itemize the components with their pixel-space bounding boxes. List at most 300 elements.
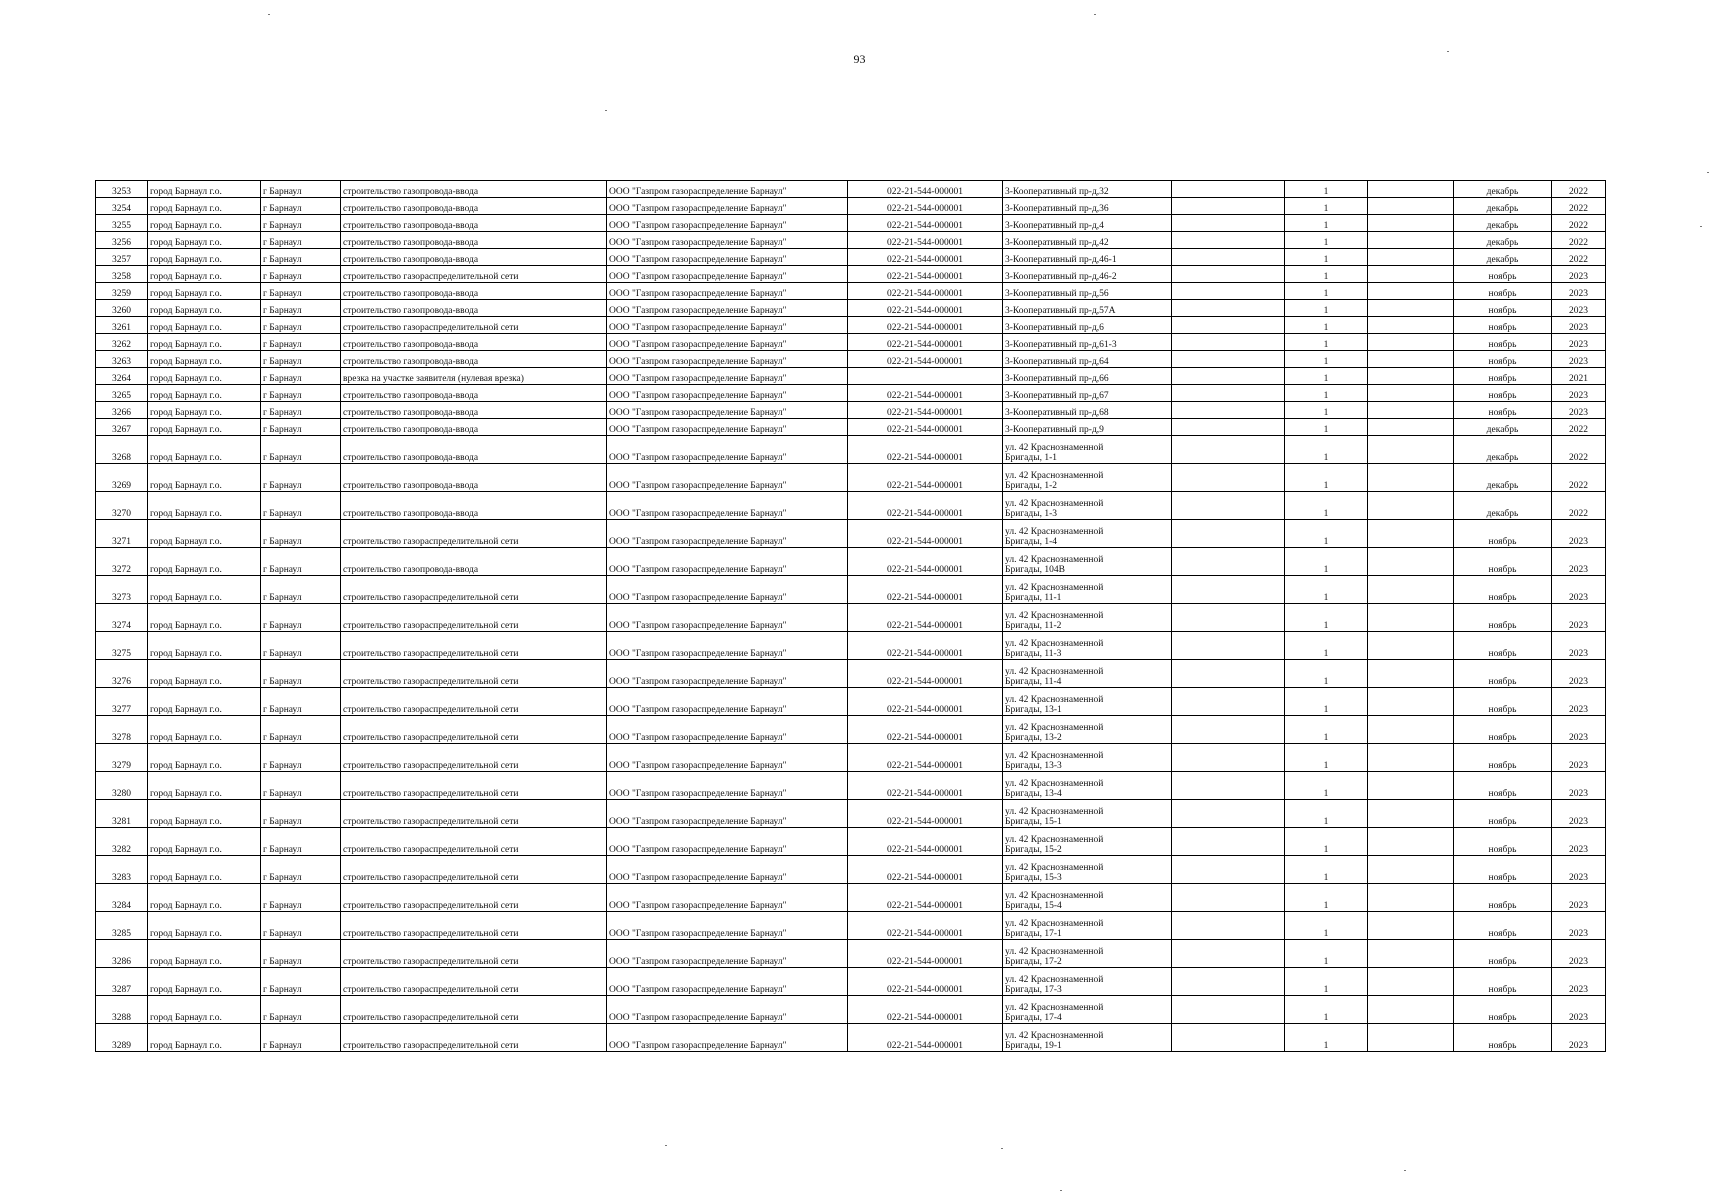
cell-quantity: 1 xyxy=(1285,884,1368,912)
cell-organization: ООО "Газпром газораспределение Барнаул" xyxy=(607,351,848,368)
cell-year: 2023 xyxy=(1552,716,1606,744)
cell-empty xyxy=(1368,520,1454,548)
cell-organization: ООО "Газпром газораспределение Барнаул" xyxy=(607,772,848,800)
address-line-1: 3-Кооперативный пр-д,64 xyxy=(1005,357,1109,367)
cell-quantity: 1 xyxy=(1285,198,1368,215)
cell-month: ноябрь xyxy=(1454,632,1552,660)
scan-speck xyxy=(605,110,607,111)
cell-address xyxy=(1003,385,1172,402)
cell-empty xyxy=(1172,800,1285,828)
cell-organization: ООО "Газпром газораспределение Барнаул" xyxy=(607,968,848,996)
cell-quantity: 1 xyxy=(1285,317,1368,334)
cell-year: 2022 xyxy=(1552,215,1606,232)
cell-empty xyxy=(1368,419,1454,436)
cell-settlement: г Барнаул xyxy=(261,198,341,215)
cell-work-type: строительство газораспределительной сети xyxy=(341,688,607,716)
cell-year: 2023 xyxy=(1552,968,1606,996)
cell-organization: ООО "Газпром газораспределение Барнаул" xyxy=(607,716,848,744)
address-line-2: Бригады, 13-1 xyxy=(1005,705,1062,715)
cell-month: ноябрь xyxy=(1454,912,1552,940)
cell-empty xyxy=(1172,419,1285,436)
cell-settlement: г Барнаул xyxy=(261,968,341,996)
cell-address xyxy=(1003,604,1172,632)
cell-settlement: г Барнаул xyxy=(261,548,341,576)
cell-address xyxy=(1003,968,1172,996)
address-line-1: 3-Кооперативный пр-д,66 xyxy=(1005,374,1109,384)
table-row xyxy=(96,1024,1606,1052)
cell-month: ноябрь xyxy=(1454,996,1552,1024)
cell-address xyxy=(1003,660,1172,688)
cell-settlement: г Барнаул xyxy=(261,772,341,800)
cell-address xyxy=(1003,996,1172,1024)
cell-address xyxy=(1003,940,1172,968)
cell-program-code: 022-21-544-000001 xyxy=(848,688,1003,716)
cell-municipality: город Барнаул г.о. xyxy=(148,632,261,660)
cell-work-type: строительство газораспределительной сети xyxy=(341,660,607,688)
cell-municipality: город Барнаул г.о. xyxy=(148,884,261,912)
address-line-1: ул. 42 Краснознаменной xyxy=(1005,947,1104,957)
cell-work-type: строительство газопровода-ввода xyxy=(341,181,607,198)
cell-month: ноябрь xyxy=(1454,576,1552,604)
cell-number: 3285 xyxy=(96,912,148,940)
cell-program-code: 022-21-544-000001 xyxy=(848,464,1003,492)
cell-municipality: город Барнаул г.о. xyxy=(148,181,261,198)
cell-municipality: город Барнаул г.о. xyxy=(148,856,261,884)
table-body xyxy=(96,181,1606,1052)
cell-quantity: 1 xyxy=(1285,744,1368,772)
cell-program-code: 022-21-544-000001 xyxy=(848,632,1003,660)
cell-municipality: город Барнаул г.о. xyxy=(148,996,261,1024)
cell-empty xyxy=(1368,317,1454,334)
cell-program-code: 022-21-544-000001 xyxy=(848,716,1003,744)
cell-empty xyxy=(1172,996,1285,1024)
cell-settlement: г Барнаул xyxy=(261,688,341,716)
scan-speck xyxy=(268,14,270,15)
cell-settlement: г Барнаул xyxy=(261,351,341,368)
cell-empty xyxy=(1172,912,1285,940)
cell-work-type: строительство газопровода-ввода xyxy=(341,232,607,249)
cell-empty xyxy=(1172,266,1285,283)
cell-program-code: 022-21-544-000001 xyxy=(848,940,1003,968)
cell-settlement: г Барнаул xyxy=(261,800,341,828)
cell-empty xyxy=(1368,688,1454,716)
cell-work-type: строительство газораспределительной сети xyxy=(341,744,607,772)
cell-quantity: 1 xyxy=(1285,351,1368,368)
cell-number: 3264 xyxy=(96,368,148,385)
cell-number: 3279 xyxy=(96,744,148,772)
address-line-1: ул. 42 Краснознаменной xyxy=(1005,527,1104,537)
cell-address xyxy=(1003,576,1172,604)
cell-year: 2023 xyxy=(1552,1024,1606,1052)
cell-number: 3274 xyxy=(96,604,148,632)
cell-settlement: г Барнаул xyxy=(261,660,341,688)
cell-empty xyxy=(1368,576,1454,604)
cell-work-type: строительство газораспределительной сети xyxy=(341,632,607,660)
cell-empty xyxy=(1368,604,1454,632)
cell-address xyxy=(1003,884,1172,912)
cell-empty xyxy=(1172,385,1285,402)
cell-year: 2023 xyxy=(1552,744,1606,772)
cell-quantity: 1 xyxy=(1285,660,1368,688)
cell-year: 2022 xyxy=(1552,181,1606,198)
cell-program-code: 022-21-544-000001 xyxy=(848,744,1003,772)
cell-year: 2022 xyxy=(1552,436,1606,464)
cell-organization: ООО "Газпром газораспределение Барнаул" xyxy=(607,1024,848,1052)
cell-empty xyxy=(1172,215,1285,232)
cell-quantity: 1 xyxy=(1285,215,1368,232)
cell-settlement: г Барнаул xyxy=(261,436,341,464)
address-line-2: Бригады, 104В xyxy=(1005,565,1065,575)
cell-organization: ООО "Газпром газораспределение Барнаул" xyxy=(607,576,848,604)
cell-work-type: строительство газораспределительной сети xyxy=(341,576,607,604)
cell-program-code: 022-21-544-000001 xyxy=(848,385,1003,402)
cell-month: ноябрь xyxy=(1454,604,1552,632)
address-line-2: Бригады, 1-1 xyxy=(1005,453,1058,463)
cell-quantity: 1 xyxy=(1285,576,1368,604)
cell-empty xyxy=(1368,772,1454,800)
cell-quantity: 1 xyxy=(1285,368,1368,385)
cell-year: 2022 xyxy=(1552,492,1606,520)
address-line-1: 3-Кооперативный пр-д,46-1 xyxy=(1005,255,1117,265)
cell-municipality: город Барнаул г.о. xyxy=(148,940,261,968)
scan-speck xyxy=(1001,1148,1003,1149)
cell-address xyxy=(1003,1024,1172,1052)
cell-empty xyxy=(1368,181,1454,198)
address-line-1: 3-Кооперативный пр-д,61-3 xyxy=(1005,340,1117,350)
cell-address xyxy=(1003,334,1172,351)
cell-empty xyxy=(1368,548,1454,576)
cell-month: ноябрь xyxy=(1454,716,1552,744)
cell-organization: ООО "Газпром газораспределение Барнаул" xyxy=(607,800,848,828)
cell-organization: ООО "Газпром газораспределение Барнаул" xyxy=(607,181,848,198)
cell-number: 3284 xyxy=(96,884,148,912)
cell-empty xyxy=(1368,464,1454,492)
address-line-1: 3-Кооперативный пр-д,6 xyxy=(1005,323,1104,333)
cell-program-code: 022-21-544-000001 xyxy=(848,492,1003,520)
table-row xyxy=(96,266,1606,283)
address-line-1: ул. 42 Краснознаменной xyxy=(1005,919,1104,929)
cell-work-type: строительство газопровода-ввода xyxy=(341,198,607,215)
cell-empty xyxy=(1172,548,1285,576)
address-line-2: Бригады, 11-2 xyxy=(1005,621,1062,631)
cell-settlement: г Барнаул xyxy=(261,492,341,520)
cell-municipality: город Барнаул г.о. xyxy=(148,351,261,368)
table-row xyxy=(96,772,1606,800)
cell-municipality: город Барнаул г.о. xyxy=(148,300,261,317)
cell-year: 2023 xyxy=(1552,688,1606,716)
cell-empty xyxy=(1368,232,1454,249)
scan-speck xyxy=(1707,172,1709,173)
cell-empty xyxy=(1172,968,1285,996)
cell-address xyxy=(1003,520,1172,548)
cell-municipality: город Барнаул г.о. xyxy=(148,1024,261,1052)
scan-speck xyxy=(1060,1190,1062,1191)
cell-municipality: город Барнаул г.о. xyxy=(148,772,261,800)
cell-program-code: 022-21-544-000001 xyxy=(848,266,1003,283)
table-row xyxy=(96,968,1606,996)
address-line-1: ул. 42 Краснознаменной xyxy=(1005,723,1104,733)
cell-year: 2021 xyxy=(1552,368,1606,385)
cell-program-code: 022-21-544-000001 xyxy=(848,283,1003,300)
cell-settlement: г Барнаул xyxy=(261,520,341,548)
cell-month: ноябрь xyxy=(1454,300,1552,317)
cell-program-code: 022-21-544-000001 xyxy=(848,996,1003,1024)
document-table-container xyxy=(95,180,1606,1052)
cell-empty xyxy=(1172,576,1285,604)
cell-address xyxy=(1003,317,1172,334)
cell-empty xyxy=(1172,232,1285,249)
cell-month: декабрь xyxy=(1454,436,1552,464)
cell-empty xyxy=(1172,716,1285,744)
cell-work-type: строительство газораспределительной сети xyxy=(341,800,607,828)
cell-month: ноябрь xyxy=(1454,688,1552,716)
cell-settlement: г Барнаул xyxy=(261,249,341,266)
cell-municipality: город Барнаул г.о. xyxy=(148,604,261,632)
table-row xyxy=(96,856,1606,884)
cell-organization: ООО "Газпром газораспределение Барнаул" xyxy=(607,520,848,548)
cell-municipality: город Барнаул г.о. xyxy=(148,968,261,996)
cell-settlement: г Барнаул xyxy=(261,300,341,317)
table-row xyxy=(96,660,1606,688)
cell-year: 2023 xyxy=(1552,334,1606,351)
table-row xyxy=(96,576,1606,604)
cell-empty xyxy=(1368,660,1454,688)
cell-empty xyxy=(1172,744,1285,772)
address-line-2: Бригады, 15-4 xyxy=(1005,901,1062,911)
cell-municipality: город Барнаул г.о. xyxy=(148,317,261,334)
cell-program-code: 022-21-544-000001 xyxy=(848,1024,1003,1052)
cell-empty xyxy=(1172,828,1285,856)
table-row xyxy=(96,912,1606,940)
cell-empty xyxy=(1172,940,1285,968)
cell-program-code: 022-21-544-000001 xyxy=(848,912,1003,940)
cell-year: 2023 xyxy=(1552,772,1606,800)
cell-quantity: 1 xyxy=(1285,402,1368,419)
address-line-1: 3-Кооперативный пр-д,42 xyxy=(1005,238,1109,248)
cell-empty xyxy=(1368,996,1454,1024)
cell-year: 2023 xyxy=(1552,660,1606,688)
cell-empty xyxy=(1368,800,1454,828)
cell-year: 2023 xyxy=(1552,940,1606,968)
cell-number: 3253 xyxy=(96,181,148,198)
cell-quantity: 1 xyxy=(1285,181,1368,198)
cell-program-code: 022-21-544-000001 xyxy=(848,419,1003,436)
cell-work-type: строительство газопровода-ввода xyxy=(341,249,607,266)
cell-address xyxy=(1003,215,1172,232)
cell-municipality: город Барнаул г.о. xyxy=(148,334,261,351)
cell-number: 3280 xyxy=(96,772,148,800)
cell-organization: ООО "Газпром газораспределение Барнаул" xyxy=(607,660,848,688)
cell-month: ноябрь xyxy=(1454,520,1552,548)
cell-work-type: строительство газопровода-ввода xyxy=(341,215,607,232)
cell-month: ноябрь xyxy=(1454,772,1552,800)
cell-settlement: г Барнаул xyxy=(261,996,341,1024)
cell-number: 3278 xyxy=(96,716,148,744)
cell-program-code: 022-21-544-000001 xyxy=(848,828,1003,856)
address-line-2: Бригады, 11-1 xyxy=(1005,593,1062,603)
cell-year: 2023 xyxy=(1552,800,1606,828)
page-number: 93 xyxy=(853,52,866,66)
cell-number: 3286 xyxy=(96,940,148,968)
cell-address xyxy=(1003,402,1172,419)
cell-program-code: 022-21-544-000001 xyxy=(848,351,1003,368)
cell-empty xyxy=(1368,884,1454,912)
cell-program-code: 022-21-544-000001 xyxy=(848,181,1003,198)
cell-program-code: 022-21-544-000001 xyxy=(848,317,1003,334)
cell-settlement: г Барнаул xyxy=(261,912,341,940)
cell-work-type: строительство газопровода-ввода xyxy=(341,419,607,436)
cell-year: 2023 xyxy=(1552,300,1606,317)
cell-program-code: 022-21-544-000001 xyxy=(848,300,1003,317)
cell-municipality: город Барнаул г.о. xyxy=(148,198,261,215)
cell-number: 3254 xyxy=(96,198,148,215)
table-row xyxy=(96,181,1606,198)
cell-settlement: г Барнаул xyxy=(261,368,341,385)
cell-program-code: 022-21-544-000001 xyxy=(848,576,1003,604)
cell-address xyxy=(1003,181,1172,198)
cell-municipality: город Барнаул г.о. xyxy=(148,232,261,249)
address-line-2: Бригады, 15-3 xyxy=(1005,873,1062,883)
cell-settlement: г Барнаул xyxy=(261,884,341,912)
cell-settlement: г Барнаул xyxy=(261,576,341,604)
cell-year: 2023 xyxy=(1552,317,1606,334)
cell-address xyxy=(1003,419,1172,436)
cell-year: 2022 xyxy=(1552,419,1606,436)
table-row xyxy=(96,604,1606,632)
cell-empty xyxy=(1172,688,1285,716)
cell-quantity: 1 xyxy=(1285,419,1368,436)
cell-empty xyxy=(1368,215,1454,232)
cell-organization: ООО "Газпром газораспределение Барнаул" xyxy=(607,856,848,884)
cell-program-code: 022-21-544-000001 xyxy=(848,772,1003,800)
table-row xyxy=(96,351,1606,368)
address-line-1: 3-Кооперативный пр-д,9 xyxy=(1005,425,1104,435)
cell-organization: ООО "Газпром газораспределение Барнаул" xyxy=(607,464,848,492)
cell-empty xyxy=(1368,402,1454,419)
cell-work-type: строительство газопровода-ввода xyxy=(341,436,607,464)
cell-municipality: город Барнаул г.о. xyxy=(148,266,261,283)
cell-empty xyxy=(1368,283,1454,300)
cell-address xyxy=(1003,912,1172,940)
cell-municipality: город Барнаул г.о. xyxy=(148,688,261,716)
cell-address xyxy=(1003,198,1172,215)
cell-program-code: 022-21-544-000001 xyxy=(848,334,1003,351)
cell-settlement: г Барнаул xyxy=(261,266,341,283)
cell-quantity: 1 xyxy=(1285,604,1368,632)
cell-address xyxy=(1003,856,1172,884)
address-line-1: ул. 42 Краснознаменной xyxy=(1005,975,1104,985)
cell-work-type: строительство газораспределительной сети xyxy=(341,716,607,744)
cell-number: 3268 xyxy=(96,436,148,464)
cell-quantity: 1 xyxy=(1285,283,1368,300)
cell-month: ноябрь xyxy=(1454,884,1552,912)
cell-quantity: 1 xyxy=(1285,249,1368,266)
address-line-2: Бригады, 1-4 xyxy=(1005,537,1058,547)
cell-work-type: строительство газораспределительной сети xyxy=(341,266,607,283)
cell-organization: ООО "Газпром газораспределение Барнаул" xyxy=(607,215,848,232)
cell-municipality: город Барнаул г.о. xyxy=(148,283,261,300)
cell-year: 2022 xyxy=(1552,198,1606,215)
cell-number: 3255 xyxy=(96,215,148,232)
cell-year: 2022 xyxy=(1552,232,1606,249)
table-row xyxy=(96,744,1606,772)
cell-address xyxy=(1003,772,1172,800)
cell-number: 3281 xyxy=(96,800,148,828)
cell-organization: ООО "Газпром газораспределение Барнаул" xyxy=(607,688,848,716)
cell-work-type: строительство газораспределительной сети xyxy=(341,968,607,996)
cell-number: 3282 xyxy=(96,828,148,856)
cell-year: 2023 xyxy=(1552,266,1606,283)
address-line-2: Бригады, 17-4 xyxy=(1005,1013,1062,1023)
cell-empty xyxy=(1172,604,1285,632)
cell-quantity: 1 xyxy=(1285,912,1368,940)
cell-empty xyxy=(1172,520,1285,548)
cell-quantity: 1 xyxy=(1285,548,1368,576)
cell-year: 2023 xyxy=(1552,385,1606,402)
cell-work-type: строительство газораспределительной сети xyxy=(341,940,607,968)
address-line-2: Бригады, 1-2 xyxy=(1005,481,1058,491)
cell-quantity: 1 xyxy=(1285,385,1368,402)
cell-number: 3288 xyxy=(96,996,148,1024)
cell-work-type: строительство газопровода-ввода xyxy=(341,492,607,520)
scan-speck xyxy=(1094,14,1096,15)
cell-address xyxy=(1003,368,1172,385)
cell-month: декабрь xyxy=(1454,215,1552,232)
cell-settlement: г Барнаул xyxy=(261,419,341,436)
cell-program-code: 022-21-544-000001 xyxy=(848,604,1003,632)
address-line-1: 3-Кооперативный пр-д,57А xyxy=(1005,306,1116,316)
cell-year: 2023 xyxy=(1552,520,1606,548)
address-line-1: ул. 42 Краснознаменной xyxy=(1005,639,1104,649)
cell-quantity: 1 xyxy=(1285,334,1368,351)
cell-address xyxy=(1003,548,1172,576)
cell-municipality: город Барнаул г.о. xyxy=(148,385,261,402)
cell-program-code: 022-21-544-000001 xyxy=(848,520,1003,548)
cell-municipality: город Барнаул г.о. xyxy=(148,492,261,520)
cell-organization: ООО "Газпром газораспределение Барнаул" xyxy=(607,940,848,968)
address-line-2: Бригады, 15-2 xyxy=(1005,845,1062,855)
table-row xyxy=(96,996,1606,1024)
cell-number: 3276 xyxy=(96,660,148,688)
scan-speck xyxy=(1404,1170,1406,1171)
cell-number: 3273 xyxy=(96,576,148,604)
gasification-table xyxy=(95,180,1606,1052)
cell-year: 2023 xyxy=(1552,828,1606,856)
cell-work-type: строительство газопровода-ввода xyxy=(341,300,607,317)
table-row xyxy=(96,317,1606,334)
cell-address xyxy=(1003,249,1172,266)
cell-organization: ООО "Газпром газораспределение Барнаул" xyxy=(607,884,848,912)
cell-work-type: строительство газопровода-ввода xyxy=(341,351,607,368)
cell-program-code: 022-21-544-000001 xyxy=(848,856,1003,884)
cell-municipality: город Барнаул г.о. xyxy=(148,520,261,548)
table-row xyxy=(96,283,1606,300)
cell-number: 3267 xyxy=(96,419,148,436)
cell-empty xyxy=(1368,828,1454,856)
cell-address xyxy=(1003,492,1172,520)
cell-empty xyxy=(1172,249,1285,266)
cell-quantity: 1 xyxy=(1285,464,1368,492)
address-line-1: ул. 42 Краснознаменной xyxy=(1005,583,1104,593)
cell-year: 2023 xyxy=(1552,632,1606,660)
cell-work-type: строительство газораспределительной сети xyxy=(341,996,607,1024)
cell-organization: ООО "Газпром газораспределение Барнаул" xyxy=(607,912,848,940)
cell-settlement: г Барнаул xyxy=(261,940,341,968)
cell-year: 2023 xyxy=(1552,912,1606,940)
cell-settlement: г Барнаул xyxy=(261,181,341,198)
cell-empty xyxy=(1368,492,1454,520)
cell-month: декабрь xyxy=(1454,198,1552,215)
